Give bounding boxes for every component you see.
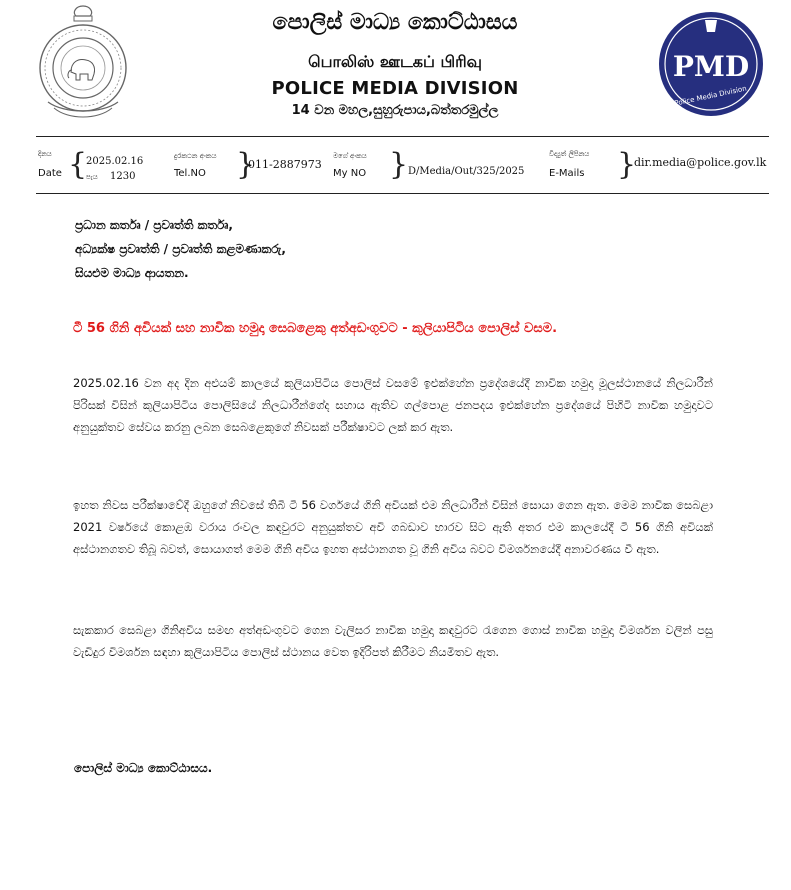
body-paragraph-2: ඉහත නිවස පරීක්ෂාවේදී ඔහුගේ නිවසේ තිබී ටී 56 වර්ගයේ ගිනි අවියක් එම නිලධාරීන් විසින් සොයා ගෙන ඇත. මෙම නාවික සෙබළා 2021 වර්ෂයේ කොළඹ වරාය රංවල කඳවුරට අනුයුක්තව අවි ගබඩාව භාරව සිට ඇති අතර එම කාලයේදී ටී 56 ගිනි අවියක් අස්ථානගතව තිබූ බවත්, සොයාගත් මෙම ගිනි අවිය ඉහත අස්ථානගත වූ ගිනි අවිය බවට විමර්ශනයේදී අනාවරණය වී ඇත. — [73, 498, 713, 556]
news-headline: ටී 56 ගිනි අවියක් සහ නාවික හමුදා සෙබළෙකු අත්අඩංගුවට - කුලියාපිටිය පොලිස් වසම. — [73, 321, 558, 336]
tel-value: 011-2887973 — [248, 158, 322, 171]
time-value: 1230 — [110, 171, 136, 182]
email-label-si: විද්‍යුත් ලිපිනය — [549, 150, 590, 158]
header-title-sinhala: පොලිස් මාධ්‍ය කොට්ඨාසය — [272, 10, 518, 35]
date-brace: { — [68, 147, 88, 182]
addressee-line-3: සියළුම මාධ්‍ය ආයතන. — [75, 266, 189, 280]
header-address: 14 වන මහල,සුහුරුපාය,බත්තරමුල්ල — [291, 103, 499, 118]
myno-brace: } — [389, 147, 409, 182]
addressee-line-1: ප්‍රධාන කර්තෘ / ප්‍රවෘත්ති කර්තෘ, — [75, 218, 233, 232]
email-value: dir.media@police.gov.lk — [634, 156, 767, 169]
email-label-en: E-Mails — [549, 168, 585, 179]
addressee-block — [75, 213, 286, 285]
myno-cell — [333, 146, 413, 186]
police-crest-icon — [36, 4, 130, 122]
time-label-si: පැය — [86, 173, 98, 181]
email-brace: } — [617, 147, 637, 182]
signoff: පොලිස් මාධ්‍ය කොට්ඨාසය. — [74, 761, 213, 775]
reference-info-strip — [36, 146, 776, 186]
body-paragraph-1: 2025.02.16 වන අද දින අළුයම් කාලයේ කුලියාපිටිය පොලිස් වසමේ ඉළුක්හේන ප්‍රදේශයේදී නාවික හමුදා මූලස්ථානයේ නිලධාරීන් පිරිසක් විසින් කුලියාපිටිය පොලිසියේ නිලධාරීන්ගේද සහාය ඇතිව ගල්පොළ ජනපදය ඉළුක්හේන ප්‍රදේශයේ පිහිටි නාවික හමුදාවට අනුයුක්තව සේවය කරනු ලබන සෙබළෙකුගේ නිවසක් පරීක්ෂාවට ලක් කර ඇත. — [73, 376, 713, 434]
tel-brace: } — [236, 147, 256, 182]
pmd-logo-subtext: Police Media Division — [673, 84, 748, 108]
tel-label-si: දුරකථන අංකය — [174, 152, 217, 160]
myno-value: D/Media/Out/325/2025 — [408, 166, 525, 177]
header-title-english: POLICE MEDIA DIVISION — [271, 78, 519, 99]
pmd-logo-icon — [657, 10, 765, 118]
pmd-logo-text: PMD — [672, 50, 750, 83]
date-label-si: දිනය — [38, 150, 52, 158]
header-divider-top — [36, 136, 769, 137]
date-cell — [36, 146, 176, 186]
date-value: 2025.02.16 — [86, 156, 144, 167]
date-label-en: Date — [38, 168, 62, 179]
tel-label-en: Tel.NO — [174, 168, 206, 179]
header-title-tamil: பொலிஸ் ஊடகப் பிரிவு — [308, 52, 482, 71]
myno-label-en: My NO — [333, 168, 367, 179]
body-paragraph-3: සැකකාර සෙබළා ගිනිඅවිය සමඟ අත්අඩංගුවට ගෙන වැලිසර නාවික හමුදා කඳවුරට රැගෙන ගොස් නාවික හමුදා විමර්ශන වලින් පසු වැඩිදුර විමර්ශන සඳහා කුලියාපිටිය පොලිස් ස්ථානය වෙත ඉදිරිපත් කිරීමට නියමිතව ඇත. — [73, 623, 713, 659]
myno-label-si: මගේ අංකය — [333, 152, 367, 160]
addressee-line-2: අධ්‍යක්ෂ ප්‍රවෘත්ති / ප්‍රවෘත්ති කළමණාකරු, — [75, 242, 286, 256]
header-divider-bottom — [36, 193, 769, 194]
